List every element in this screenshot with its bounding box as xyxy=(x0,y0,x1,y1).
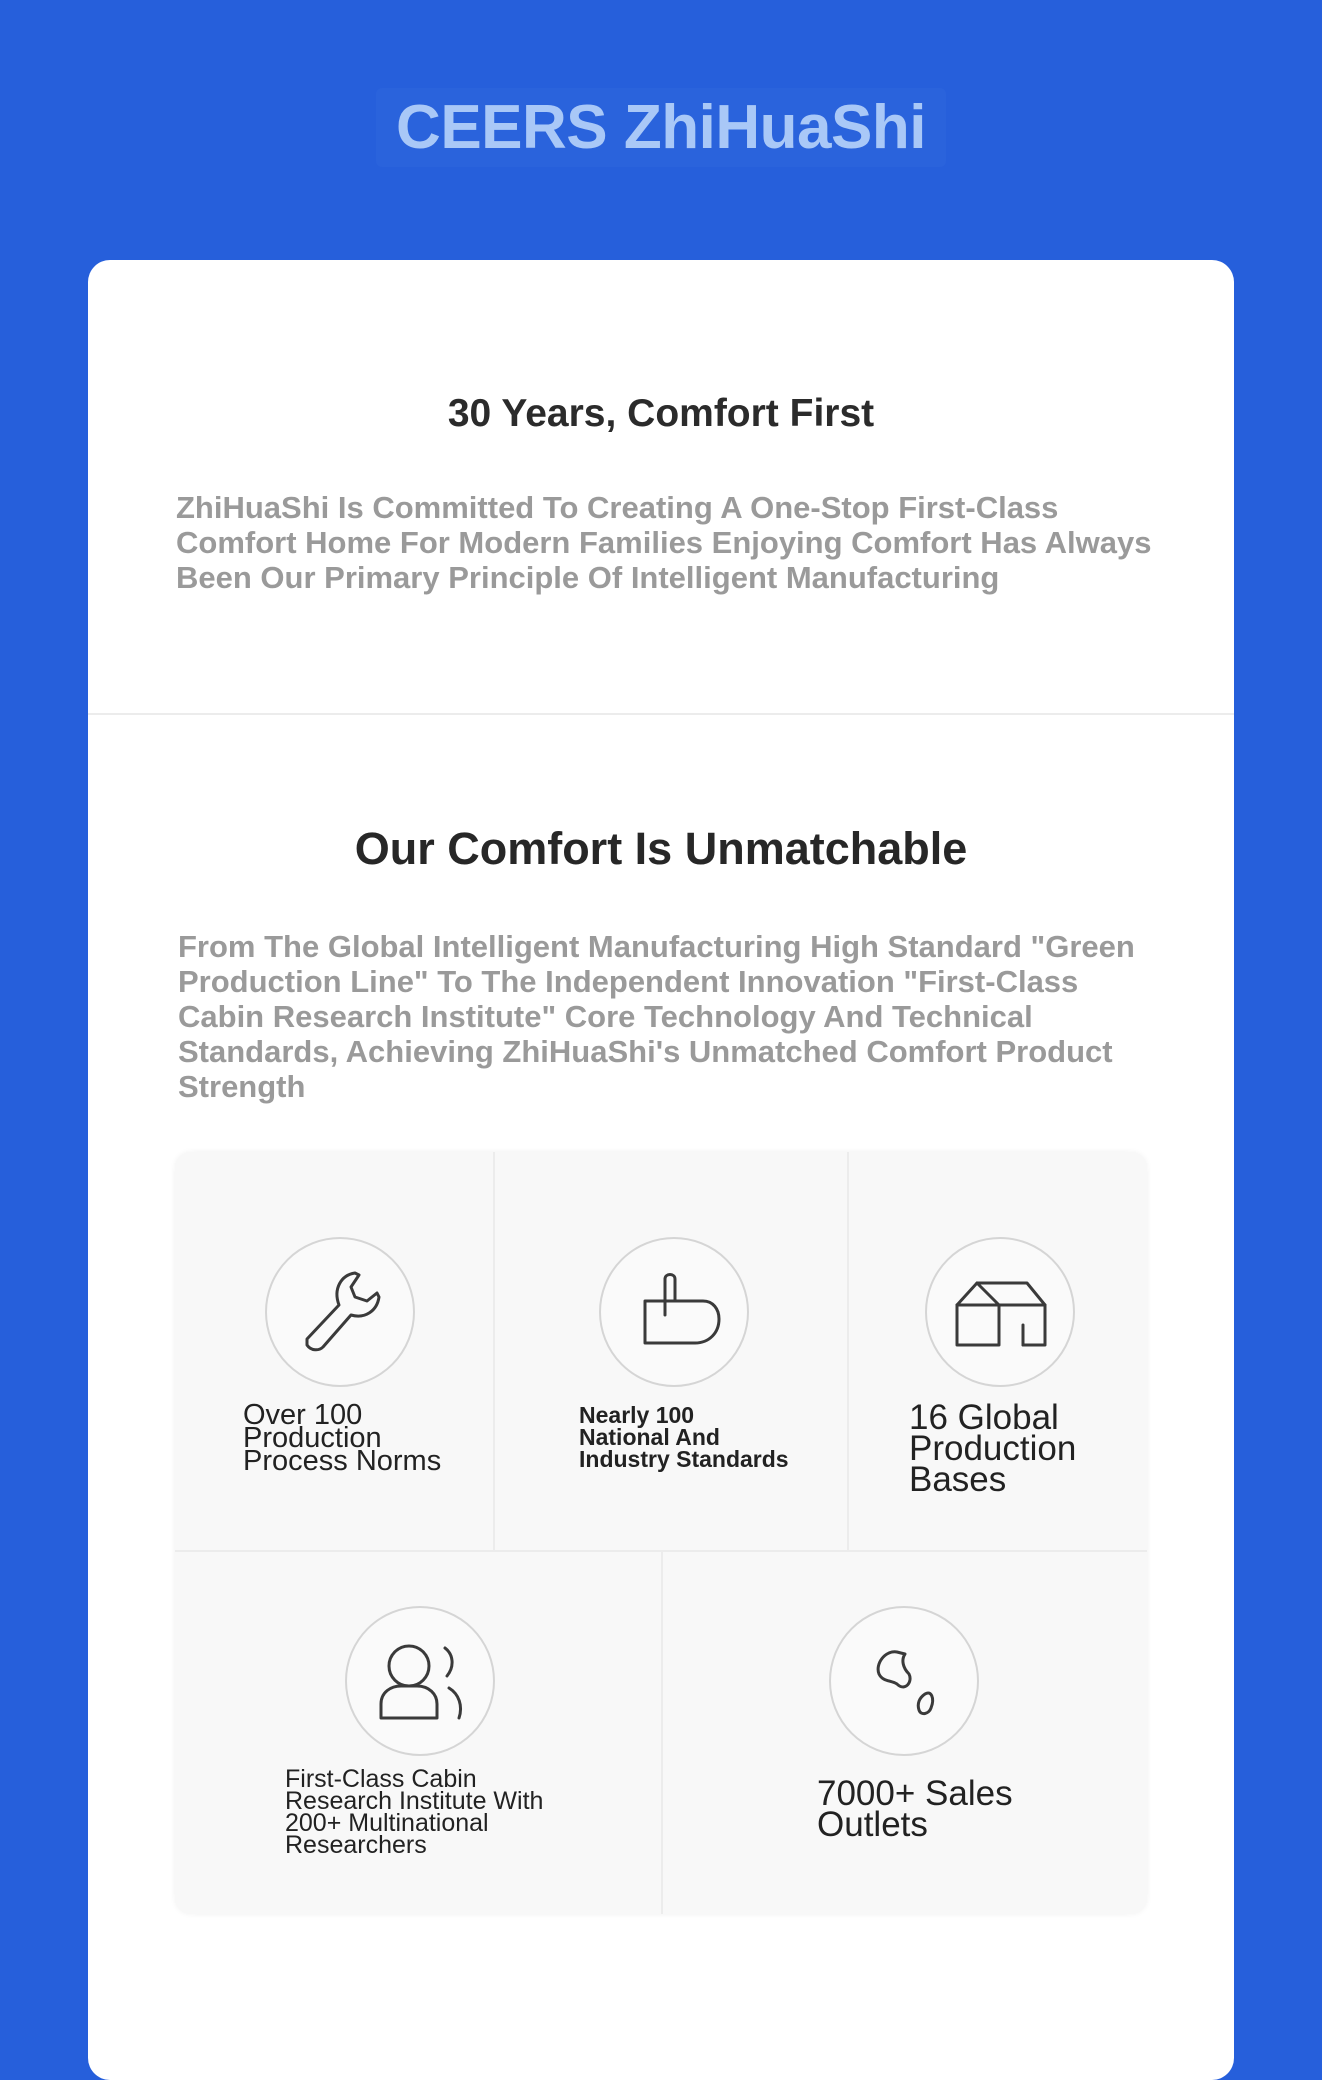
house-icon xyxy=(925,1237,1075,1387)
wrench-icon xyxy=(265,1237,415,1387)
stat-label: 7000+ Sales Outlets xyxy=(817,1774,1013,1844)
stat-card-standards xyxy=(495,1152,847,1550)
stat-label: Nearly 100 National And Industry Standards xyxy=(579,1402,789,1472)
stat-card-production-bases xyxy=(849,1152,1147,1550)
stats-grid xyxy=(175,1152,1147,1914)
stat-label: First-Class Cabin Research Institute With 200+ Multinational Researchers xyxy=(285,1765,544,1859)
stat-card-production-norms xyxy=(175,1152,493,1550)
brand-header xyxy=(0,88,1322,167)
comfort-description: From The Global Intelligent Manufacturing High Standard "Green Production Line" To The Independent Innovation "First-Class Cabin Research Institute" Core Technology And Technical Standards, Achieving ZhiHuaShi's Unmatched Comfort Product Strength xyxy=(178,929,1135,1104)
map-region-icon xyxy=(829,1606,979,1756)
intro-description: ZhiHuaShi Is Committed To Creating A One-Stop First-Class Comfort Home For Modern Families Enjoying Comfort Has Always Been Our Primary Principle Of Intelligent Manufacturing xyxy=(176,490,1152,595)
hand-pointer-icon xyxy=(599,1237,749,1387)
brand-title: CEERS ZhiHuaShi xyxy=(376,88,946,167)
stat-label: 16 Global Production Bases xyxy=(909,1398,1077,1499)
stat-card-research-institute xyxy=(175,1552,661,1914)
stat-label: Over 100 Production Process Norms xyxy=(243,1399,442,1477)
section-divider xyxy=(88,713,1234,715)
stat-card-sales-outlets xyxy=(663,1552,1147,1914)
comfort-title: Our Comfort Is Unmatchable xyxy=(354,823,968,874)
users-icon xyxy=(345,1606,495,1756)
intro-title: 30 Years, Comfort First xyxy=(447,392,875,435)
